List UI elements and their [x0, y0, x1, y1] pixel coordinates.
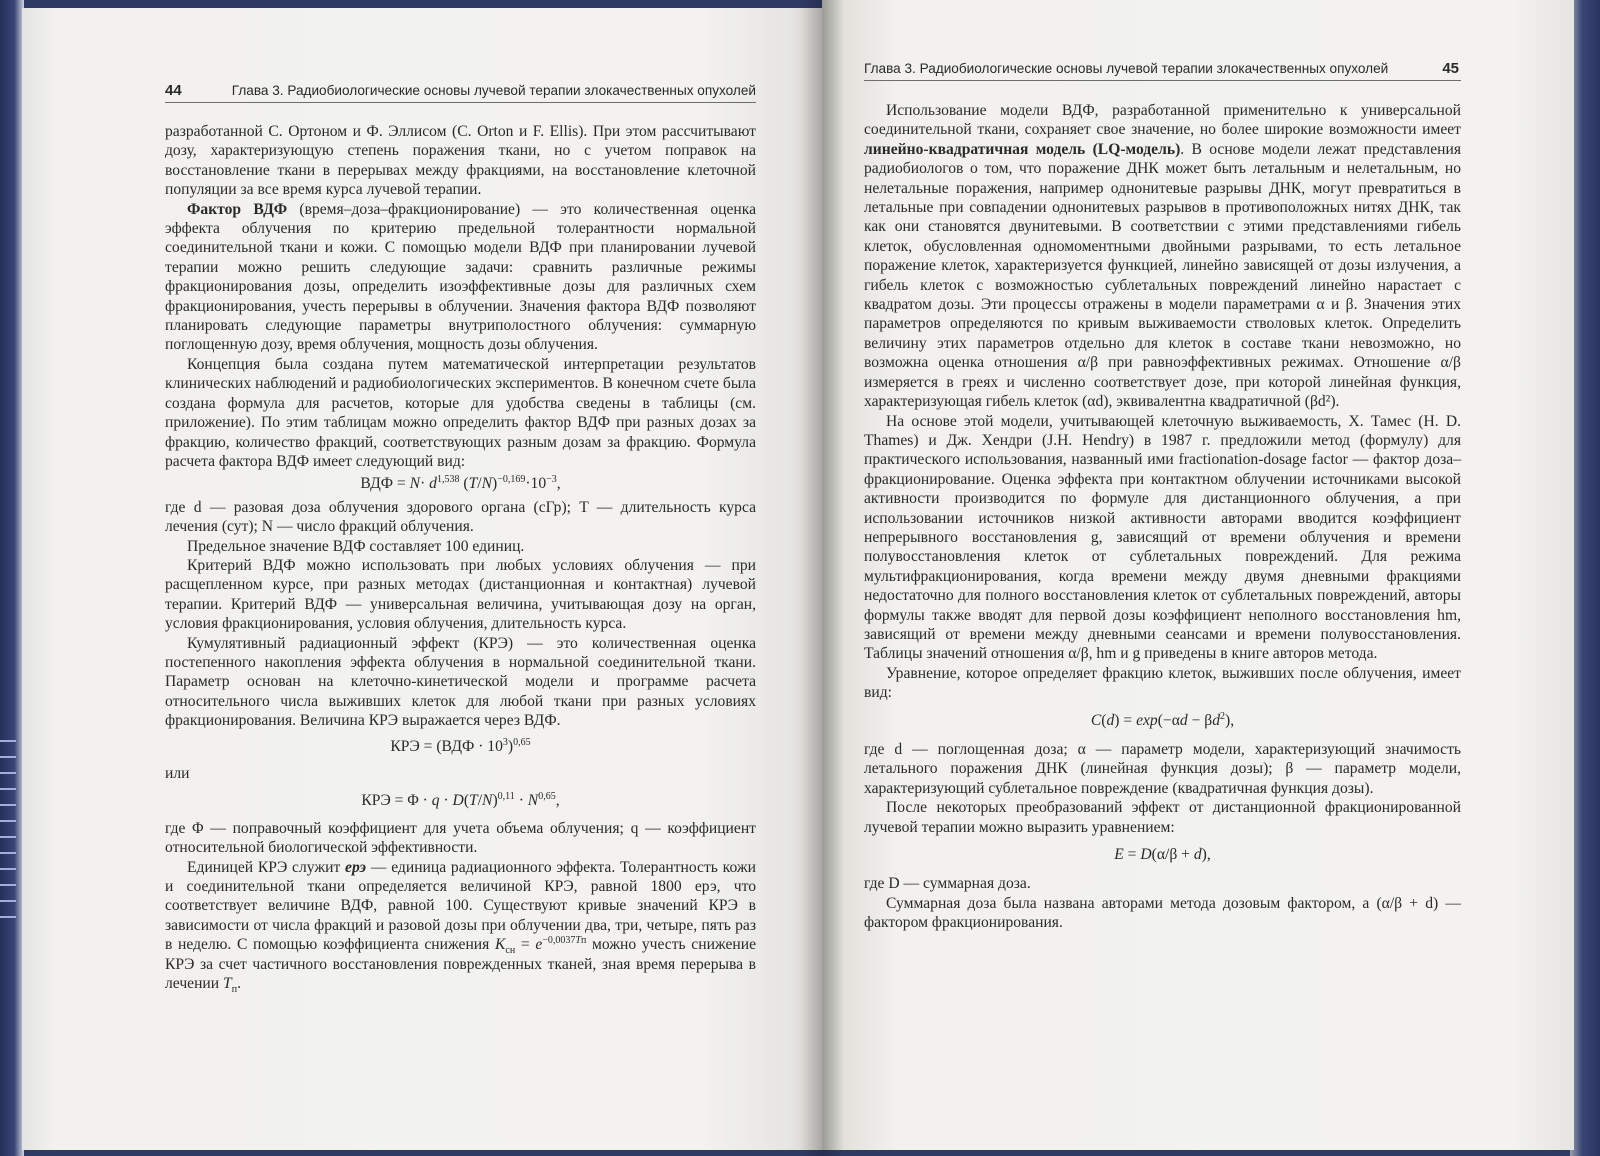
- page-number: 45: [1442, 60, 1459, 77]
- formula-kre-2: КРЭ = $\Phi \cdot q \cdot D(T/N)^{0,11} \cdot N^{0,65}$,: [361, 791, 560, 810]
- paragraph: Критерий ВДФ можно использовать при любых условиях облучения — при расщепленном курсе, при разных методах (дистанционная и контактная) лучевой терапии. Критерий ВДФ — универсальная величина, учитывающая дозу на орган, условия фракционирования, условия облучения, длительность курса.: [165, 556, 756, 633]
- paragraph: Единицей КРЭ служит ерэ — единица радиационного эффекта. Толерантность кожи и соединительной ткани определяется величиной КРЭ, равной 1800 ерэ, что соответствует величине ВДФ, равной 100. Существуют кривые значений КРЭ в зависимости от числа фракций и разовой дозы при облучении два, три, четыре, пять раз в неделю. С помощью коэффициента снижения $K_{сн} = e^{-0,0037Tп}$ можно учесть снижение КРЭ за счет частичного восстановления поврежденных тканей, зная время перерыва в лечении $T_п$.: [165, 858, 757, 996]
- paragraph: где Φ — поправочный коэффициент для учета объема облучения; q — коэффициент относительной биологической эффективности.: [165, 819, 756, 857]
- chapter-title: Глава 3. Радиобиологические основы лучевой терапии злокачественных опухолей: [864, 61, 1389, 76]
- inline-formula-tp: T: [223, 975, 232, 993]
- right-page-body: [864, 101, 1461, 933]
- right-page-header: [864, 58, 1461, 81]
- paragraph: Предельное значение ВДФ составляет 100 единиц.: [187, 537, 525, 555]
- term-bold: ерэ: [345, 858, 367, 876]
- paragraph: Использование модели ВДФ, разработанной применительно к универсальной соединительной ткани, сохраняет свое значение, но более широкие возможности имеет линейно-квадратичная модель (LQ-модель). В основе модели лежат представления радиобиологов о том, что поражение ДНК может быть летальным и нелетальным, но нелетальные поражения, например однонитевые разрывы ДНК, могут превратиться в летальные при совпадении однонитевых разрывов в противоположных нитях ДНК, так как они становятся двунитевыми. В соответствии с этими представлениями гибель клеток, обусловленная одномоментными двойными разрывами, то есть летальное поражение клеток, характеризуется функцией, линейно зависящей от дозы излучения, а гибель клеток с возможностью сублетальных повреждений линейно нарастает с квадратом дозы. Эти процессы отражены в модели параметрами α и β. Значения этих параметров определяются по кривым выживаемости стволовых клеток. Определить величину этих параметров отдельно для клеток в составе ткани невозможно, но возможна оценка отношения α/β при равноэффективных режимах. Отношение α/β измеряется в греях и численно соответствует дозе, при которой линейная функция, характеризующая гибель клеток (αd), эквивалентна квадратичной (βd²).: [864, 102, 1461, 411]
- inline-formula-ksn: K: [494, 936, 506, 954]
- term-bold: Фактор ВДФ: [187, 200, 288, 218]
- formula-vdf: ВДФ = $N\cdot d^{1,538}$ $(T/N)^{-0,169}\cdot 10^{-3}$,: [360, 474, 561, 493]
- paragraph: После некоторых преобразований эффект от дистанционной фракционированной лучевой терапии можно выразить уравнением:: [864, 799, 1461, 836]
- cover-edge-marks: [0, 740, 24, 980]
- paragraph: Суммарная доза была названа авторами метода дозовым фактором, а (α/β + d) — фактором фракционирования.: [864, 894, 1461, 932]
- paragraph: На основе этой модели, учитывающей клеточную выживаемость, Х. Тамес (H. D. Thames) и Дж. Хендри (J.H. Hendry) в 1987 г. предложили метод (формулу) для практического использования, названный ими fractionation-dosage factor — фактор доза–фракционирование. Оценка эффекта при контактном облучении источниками высокой активности производится по формуле для дистанционного облучения, а при использовании источников низкой активности авторами вводится коэффициент непрерывного восстановления g, зависящий от времени облучения и времени полувосстановления клеток от сублетальных повреждений. Для режима мультифракционирования, когда времени между двумя дневными фракциями недостаточно для полного восстановления клеток от сублетальных повреждений, авторы формулы также вводят для первой дозы коэффициент неполного восстановления hm, зависящий от времени между дневными сеансами и времени полувосстановления. Таблицы значений отношения α/β, hm и g приведены в книге авторов метода.: [864, 412, 1461, 663]
- paragraph: где d — разовая доза облучения здорового органа (сГр); T — длительность курса лечения (сут); N — число фракций облучения.: [165, 498, 756, 536]
- paragraph: где d — поглощенная доза; α — параметр модели, характеризующий значимость летального поражения ДНК (линейная функция дозы); β — параметр модели, характеризующий сублетальное повреждение (квадратичная функция дозы).: [864, 741, 1461, 797]
- left-page-header: [165, 80, 756, 103]
- paragraph: Кумулятивный радиационный эффект (КРЭ) — это количественная оценка постепенного накопления эффекта облучения в нормальной соединительной ткани. Параметр основан на клеточно-кинетической модели и программе расчета относительного числа выживших клеток для любой ткани при разных условиях фракционирования. Величина КРЭ выражается через ВДФ.: [165, 634, 756, 730]
- paragraph: Уравнение, которое определяет фракцию клеток, выживших после облучения, имеет вид:: [864, 664, 1461, 702]
- left-page: [22, 8, 822, 1150]
- paragraph: Концепция была создана путем математической интерпретации результатов клинических наблюдений и радиобиологических экспериментов. В конечном счете была создана формула для расчетов, которые для удобства сведены в таблицы (см. приложение). По этим таблицам можно определить фактор ВДФ при разных дозах за фракцию, количество фракций, соответствующих разным дозам за фракцию. Формула расчета фактора ВДФ имеет следующий вид:: [165, 355, 756, 470]
- left-page-body: [165, 122, 757, 996]
- paragraph: Фактор ВДФ (время–доза–фракционирование) — это количественная оценка эффекта облучения по критерию предельной толерантности нормальной соединительной ткани и кожи. С помощью модели ВДФ при планировании лучевой терапии можно решить следующие задачи: сравнить различные режимы фракционирования дозы, определить изоэффективные дозы для различных схем фракционирования, учесть перерывы в облучении. Значения фактора ВДФ позволяют планировать следующие параметры внутриполостного облучения: суммарную поглощенную дозу, время облучения, мощность дозы облучения.: [165, 200, 756, 354]
- right-page: [822, 0, 1574, 1150]
- paragraph: где D — суммарная доза.: [864, 875, 1031, 893]
- page-number: 44: [165, 82, 182, 99]
- formula-survival: $C(d) = \exp(-\alpha d - \beta d^2)$,: [1090, 710, 1235, 729]
- term-bold: линейно-квадратичная модель (LQ-модель): [864, 140, 1181, 158]
- chapter-title: Глава 3. Радиобиологические основы лучевой терапии злокачественных опухолей: [231, 83, 756, 98]
- formula-effect: E = D(α/β + d),: [1114, 846, 1211, 864]
- paragraph: разработанной С. Ортоном и Ф. Эллисом (C. Orton и F. Ellis). При этом рассчитывают дозу, характеризующую степень поражения ткани, но с учетом поправок на восстановление ткани в перерывах между фракциями, на восстановление клеточной популяции за все время курса лучевой терапии.: [165, 123, 756, 199]
- book-gutter: [800, 0, 844, 1156]
- book-cover-left-edge: [0, 0, 24, 1156]
- formula-kre-1: КРЭ = $(ВДФ \cdot 10^3)^{0,65}$: [390, 736, 531, 755]
- connector-word: или: [165, 765, 190, 782]
- book-cover-right-edge: [1570, 0, 1600, 1156]
